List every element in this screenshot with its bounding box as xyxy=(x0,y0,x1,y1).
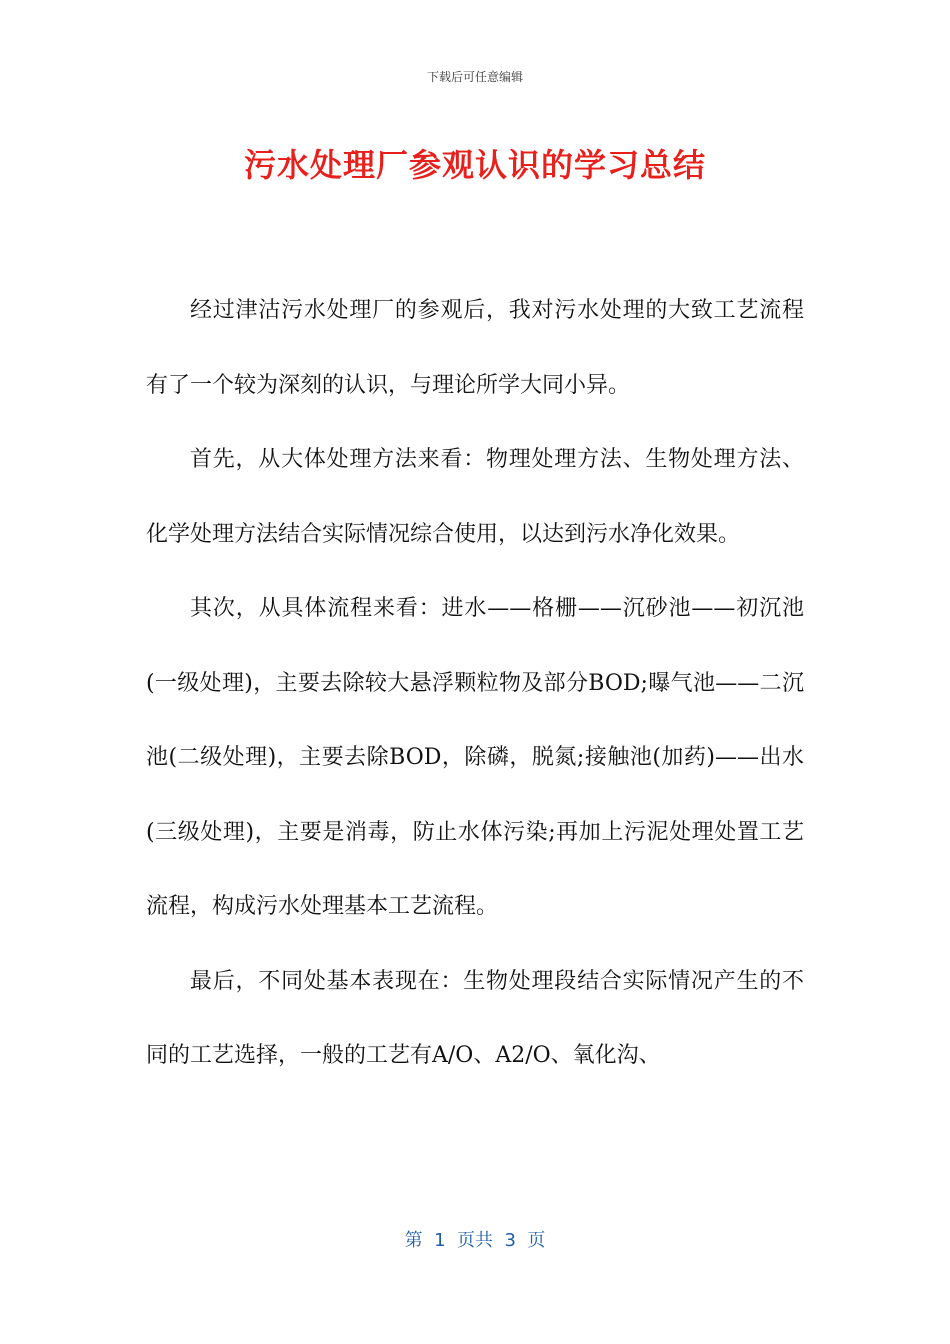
paragraph: 首先，从大体处理方法来看：物理处理方法、生物处理方法、化学处理方法结合实际情况综合使用，以达到污水净化效果。 xyxy=(146,447,804,547)
page-number-footer: 第 1 页共 3 页 xyxy=(404,1230,546,1251)
paragraph: 最后，不同处基本表现在：生物处理段结合实际情况产生的不同的工艺选择，一般的工艺有A/O、A2/O、氧化沟、 xyxy=(146,968,804,1068)
paragraph: 经过津沽污水处理厂的参观后，我对污水处理的大致工艺流程有了一个较为深刻的认识，与理论所学大同小异。 xyxy=(146,298,804,398)
document-body xyxy=(146,274,804,1094)
header-note: 下载后可任意编辑 xyxy=(426,70,523,84)
document-title: 污水处理厂参观认识的学习总结 xyxy=(243,146,706,184)
paragraph: 其次，从具体流程来看：进水——格栅——沉砂池——初沉池(一级处理)，主要去除较大悬浮颗粒物及部分BOD;曝气池——二沉池(二级处理)，主要去除BOD，除磷，脱氮;接触池(加药)——出水(三级处理)，主要是消毒，防止水体污染;再加上污泥处理处置工艺流程，构成污水处理基本工艺流程。 xyxy=(146,596,804,919)
